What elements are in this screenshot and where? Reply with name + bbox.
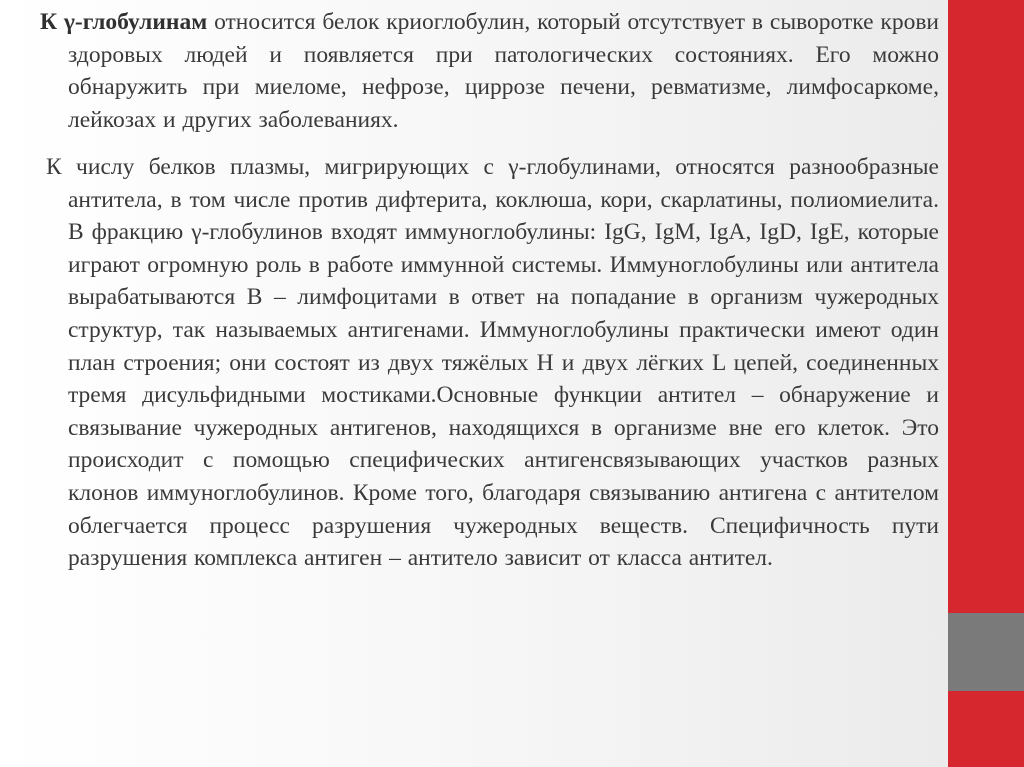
paragraph-antibodies: К числу белков плазмы, мигрирующих с γ-глобулинами, относятся разнообразные антитела, в том числе против дифтерита, коклюша, кори, скарлатины, полиомиелита. В фракцию γ-глобулинов входят иммуноглобулины: IgG, IgM, IgA, IgD, IgE, которые играют огромную роль в работе иммунной системы. Иммуноглобулины или антитела вырабатываются В – лимфоцитами в ответ на попадание в организм чужеродных структур, так называемых антигенами. Иммуноглобулины практически имеют один план строения; они состоят из двух тяжёлых Н и двух лёгких L цепей, соединенных тремя дисульфидными мостиками.Основные функции антител – обнаружение и связывание чужеродных антигенов, находящихся в организме вне его клеток. Это происходит с помощью специфических антигенсвязывающих участков разных клонов иммуноглобулинов. Кроме того, благодаря связыванию антигена с антителом облегчается процесс разрушения чужеродных веществ. Специфичность пути разрушения комплекса антиген – антитело зависит от класса антител. (46, 154, 939, 572)
paragraph-cryoglobulin (40, 6, 939, 136)
sidebar-red-block-bottom (948, 691, 1024, 767)
paragraph-lead: К γ-глобулинам (40, 9, 208, 35)
sidebar-red-block (948, 0, 1024, 613)
decorative-sidebar (948, 0, 1024, 767)
sidebar-gray-block (948, 613, 1024, 691)
paragraph-body: относится белок криоглобулин, который отсутствует в сыворотке крови здоровых людей и появляется при патологических состояниях. Его можно обнаружить при миеломе, нефрозе, циррозе печени, ревматизме, лимфосаркоме, лейкозах и других заболеваниях. (68, 9, 939, 133)
